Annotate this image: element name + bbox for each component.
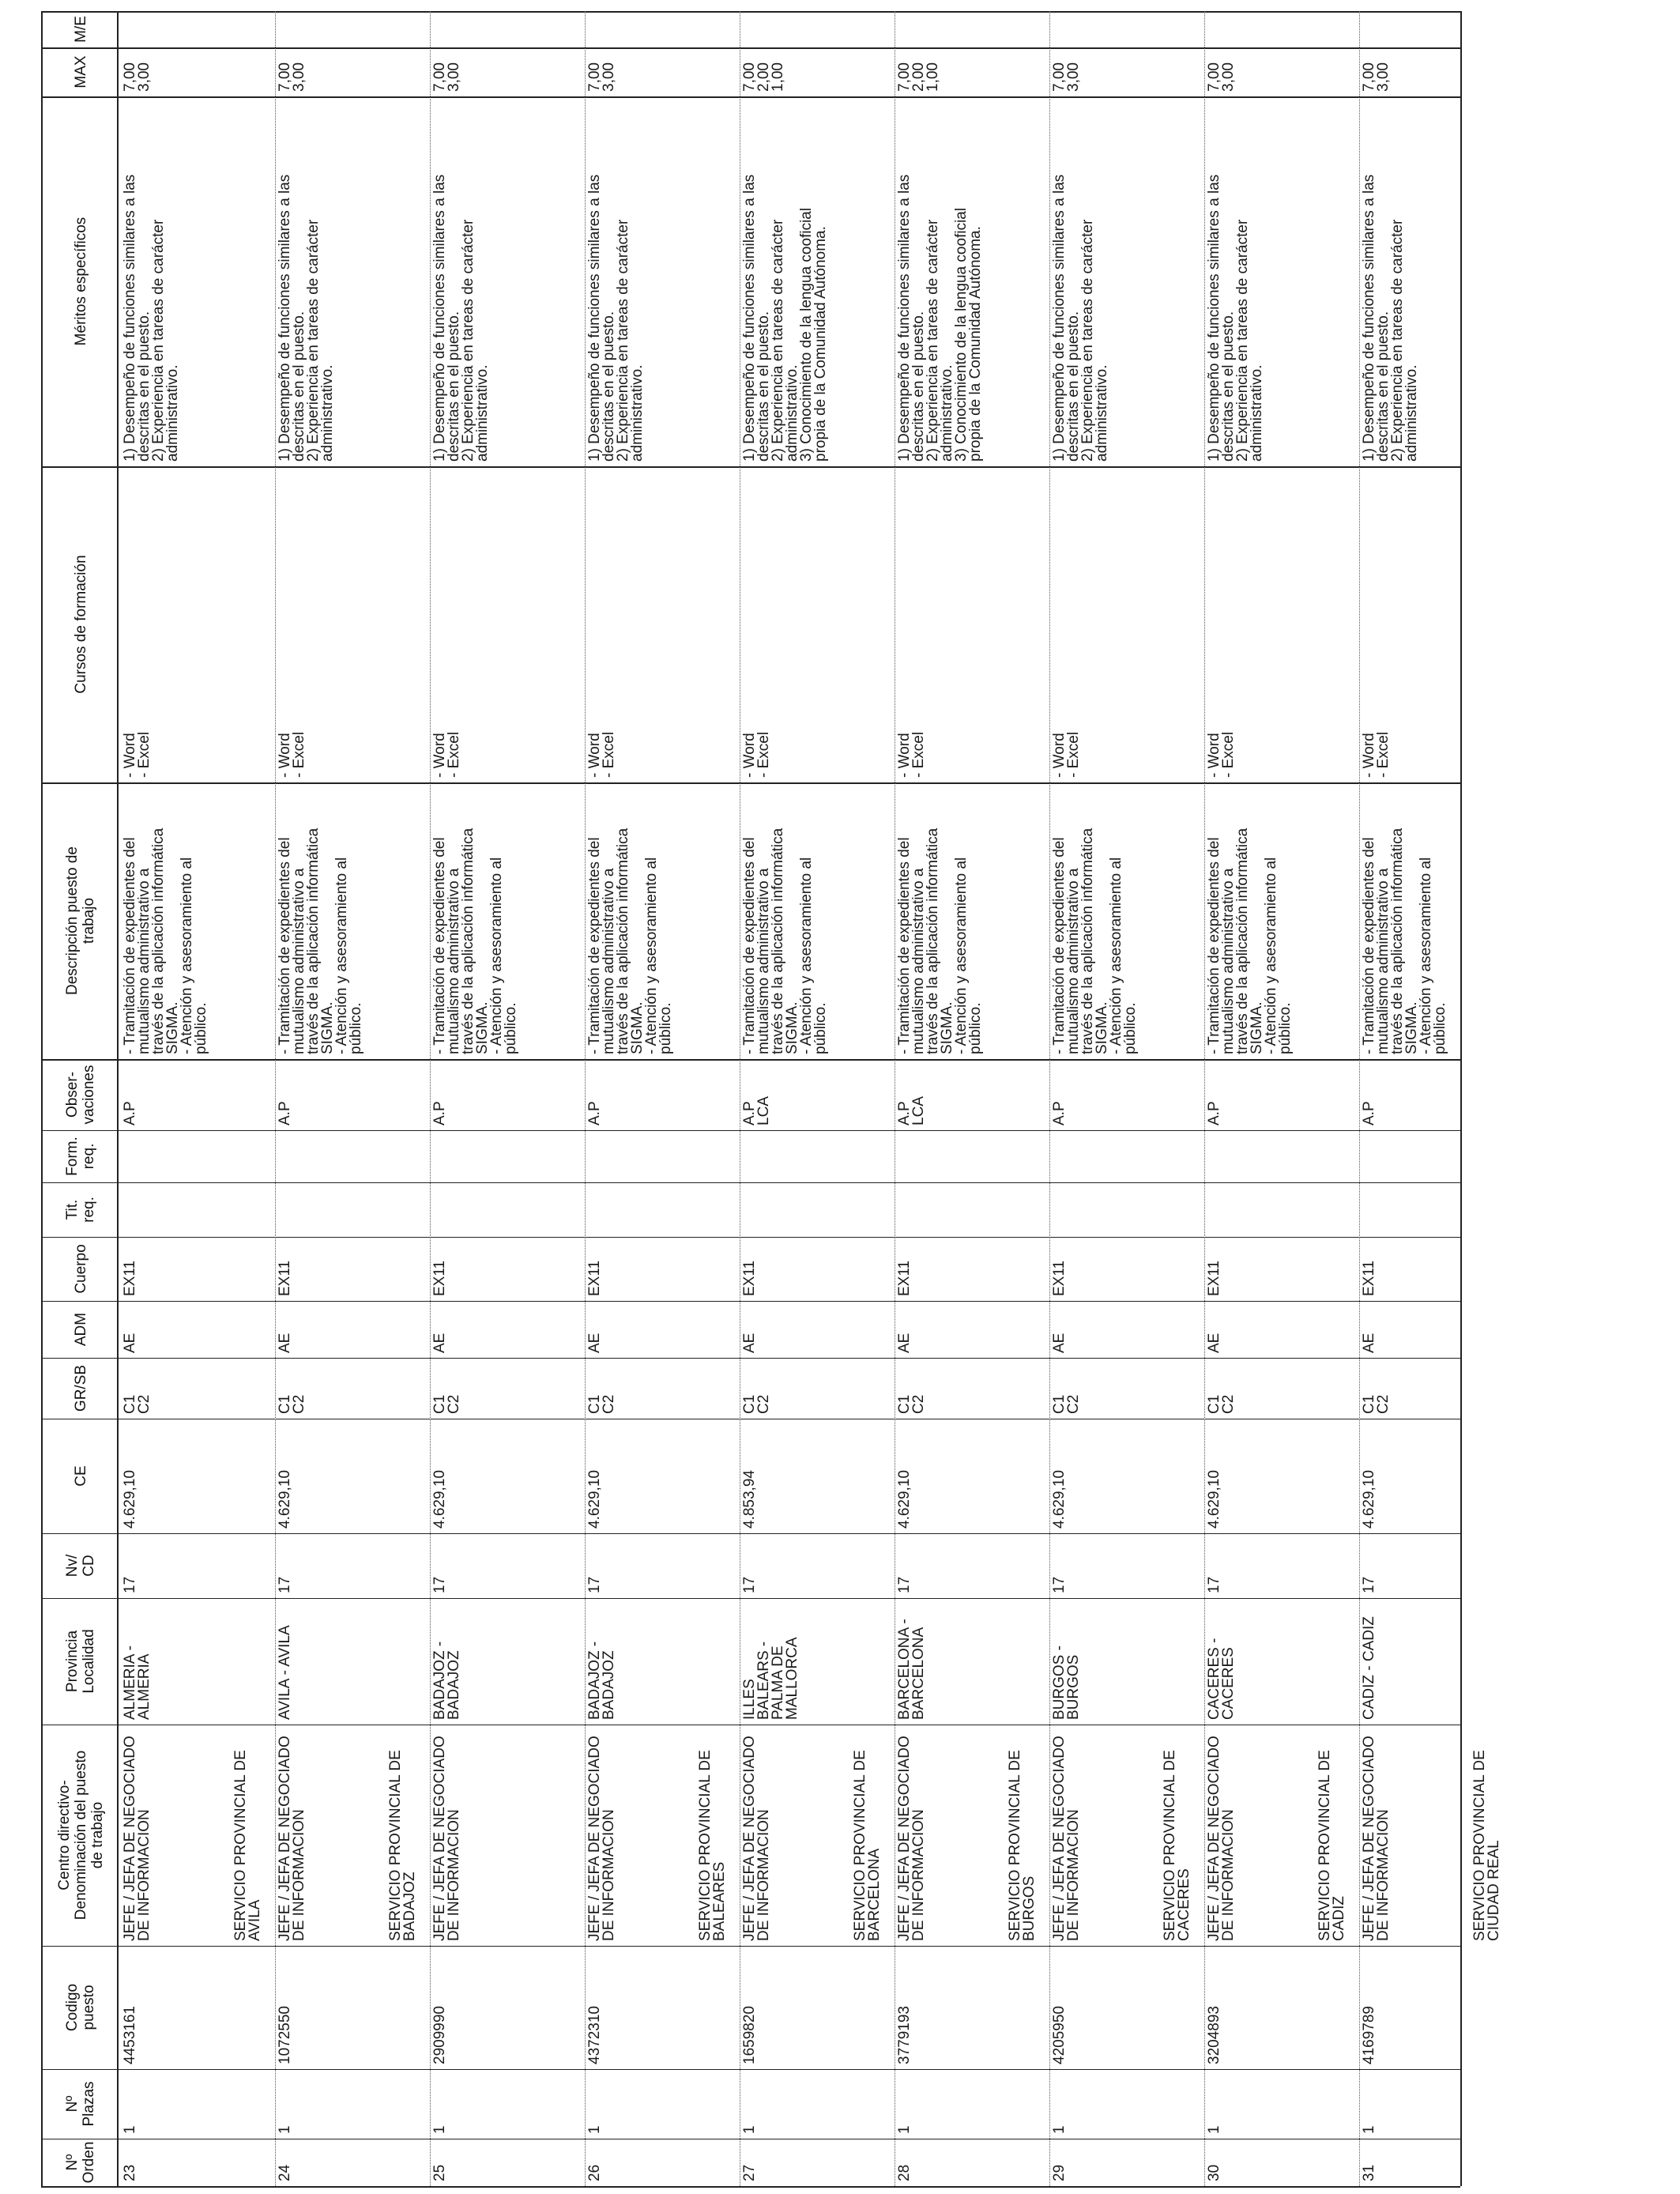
cell-adm: AE [1051, 1333, 1068, 1353]
cell-cuerpo: EX11 [1206, 1260, 1222, 1296]
cell-plazas: 1 [1051, 2125, 1068, 2134]
cell-ce: 4.629,10 [277, 1470, 293, 1529]
cell-meritos: 1) Desempeño de funciones similares a las descritas en el puesto. 2) Experiencia en tareas de carácter administrativo. [1206, 174, 1265, 462]
row-separator [1204, 11, 1205, 2186]
cell-descripcion: - Tramitación de expedientes del mutualismo administrativo a través de la aplicación informática SIGMA. - Atención y asesoramiento al público. [1361, 827, 1448, 1054]
cell-centro: JEFE / JEFA DE NEGOCIADO DE INFORMACION [1206, 1736, 1237, 1941]
header-cursos: Cursos de formación [72, 555, 89, 694]
header-max: MAX [72, 55, 89, 89]
column-rule [41, 466, 1460, 468]
cell-nivel: 17 [1051, 1576, 1068, 1593]
cell-centro: JEFE / JEFA DE NEGOCIADO DE INFORMACION [1361, 1736, 1392, 1941]
row-separator [1359, 11, 1360, 2186]
cell-codigo: 3779193 [896, 2006, 913, 2064]
frame-rule [41, 11, 43, 2186]
column-rule [41, 96, 1460, 98]
column-rule [41, 1358, 1460, 1359]
header-cuerpo: Cuerpo [72, 1244, 89, 1294]
column-rule [41, 1533, 1460, 1534]
cell-ce: 4.629,10 [1051, 1470, 1068, 1529]
column-rule [41, 1059, 1460, 1061]
cell-meritos: 1) Desempeño de funciones similares a las descritas en el puesto. 2) Experiencia en tareas de carácter administrativo. 3) Conocimiento de la lengua cooficial propia de la Comunidad Autónoma. [741, 174, 829, 462]
cell-max: 7,00 3,00 [122, 62, 153, 92]
cell-max: 7,00 2,00 1,00 [896, 62, 941, 92]
column-rule [41, 1237, 1460, 1238]
cell-cuerpo: EX11 [1361, 1260, 1377, 1296]
cell-cursos: - Word - Excel [896, 731, 927, 778]
cell-grupo: C1 C2 [1361, 1394, 1392, 1414]
cell-meritos: 1) Desempeño de funciones similares a las descritas en el puesto. 2) Experiencia en tareas de carácter administrativo. 3) Conocimiento de la lengua cooficial propia de la Comunidad Autónoma. [896, 174, 984, 462]
cell-adm: AE [122, 1333, 138, 1353]
header-adm: ADM [72, 1312, 89, 1347]
cell-grupo: C1 C2 [1206, 1394, 1237, 1414]
cell-ce: 4.629,10 [896, 1470, 913, 1529]
cell-cuerpo: EX11 [431, 1260, 448, 1296]
cell-observaciones: A.P [277, 1101, 293, 1125]
cell-grupo: C1 C2 [122, 1394, 153, 1414]
header-centro: Centro directivo- Denominación del puesto de trabajo [55, 1750, 106, 1921]
cell-servicio: SERVICIO PROVINCIAL DE CIUDAD REAL [1471, 1750, 1502, 1941]
cell-grupo: C1 C2 [1051, 1394, 1082, 1414]
cell-grupo: C1 C2 [586, 1394, 617, 1414]
cell-meritos: 1) Desempeño de funciones similares a las descritas en el puesto. 2) Experiencia en tareas de carácter administrativo. [122, 174, 181, 462]
cell-centro: JEFE / JEFA DE NEGOCIADO DE INFORMACION [896, 1736, 927, 1941]
cell-nivel: 17 [277, 1576, 293, 1593]
header-grupo: GR/SB [72, 1364, 89, 1412]
header-codigo: Codigo puesto [64, 1983, 97, 2032]
cell-max: 7,00 3,00 [586, 62, 617, 92]
cell-observaciones: A.P LCA [741, 1096, 772, 1125]
cell-grupo: C1 C2 [431, 1394, 462, 1414]
cell-observaciones: A.P [1206, 1101, 1222, 1125]
cell-cursos: - Word - Excel [122, 731, 153, 778]
cell-orden: 29 [1051, 2164, 1068, 2181]
header-nivel: Nv/ CD [64, 1554, 97, 1578]
cell-ce: 4.629,10 [431, 1470, 448, 1529]
cell-ce: 4.629,10 [1361, 1470, 1377, 1529]
cell-observaciones: A.P [586, 1101, 603, 1125]
cell-cursos: - Word - Excel [1361, 731, 1392, 778]
column-rule [41, 1598, 1460, 1599]
cell-nivel: 17 [741, 1576, 758, 1593]
cell-provincia: ALMERIA - ALMERIA [122, 1646, 153, 1720]
cell-centro: JEFE / JEFA DE NEGOCIADO DE INFORMACION [741, 1736, 772, 1941]
column-rule [41, 1130, 1460, 1131]
cell-provincia: BADAJOZ - BADAJOZ [431, 1641, 462, 1720]
header-provincia: Provincia Localidad [64, 1629, 97, 1694]
cell-descripcion: - Tramitación de expedientes del mutualismo administrativo a través de la aplicación informática SIGMA. - Atención y asesoramiento al público. [1051, 827, 1139, 1054]
cell-codigo: 1072550 [277, 2006, 293, 2064]
cell-grupo: C1 C2 [896, 1394, 927, 1414]
cell-orden: 27 [741, 2164, 758, 2181]
cell-ce: 4.629,10 [586, 1470, 603, 1529]
cell-plazas: 1 [741, 2125, 758, 2134]
cell-codigo: 2909990 [431, 2006, 448, 2064]
cell-cursos: - Word - Excel [741, 731, 772, 778]
cell-provincia: BARCELONA - BARCELONA [896, 1619, 927, 1720]
cell-max: 7,00 2,00 1,00 [741, 62, 786, 92]
cell-nivel: 17 [1206, 1576, 1222, 1593]
header-orden: Nº Orden [64, 2141, 97, 2184]
cell-plazas: 1 [277, 2125, 293, 2134]
cell-meritos: 1) Desempeño de funciones similares a las descritas en el puesto. 2) Experiencia en tareas de carácter administrativo. [277, 174, 336, 462]
cell-grupo: C1 C2 [741, 1394, 772, 1414]
cell-cuerpo: EX11 [896, 1260, 913, 1296]
cell-cuerpo: EX11 [741, 1260, 758, 1296]
cell-centro: JEFE / JEFA DE NEGOCIADO DE INFORMACION [122, 1736, 153, 1941]
cell-max: 7,00 3,00 [277, 62, 307, 92]
row-separator [1049, 11, 1050, 2186]
row-separator [430, 11, 431, 2186]
cell-cursos: - Word - Excel [586, 731, 617, 778]
cell-provincia: AVILA - AVILA [277, 1625, 293, 1720]
cell-descripcion: - Tramitación de expedientes del mutualismo administrativo a través de la aplicación informática SIGMA. - Atención y asesoramiento al público. [277, 827, 364, 1054]
cell-centro: JEFE / JEFA DE NEGOCIADO DE INFORMACION [1051, 1736, 1082, 1941]
cell-codigo: 1659820 [741, 2006, 758, 2064]
header-descripcion: Descripción puesto de trabajo [64, 846, 97, 995]
cell-descripcion: - Tramitación de expedientes del mutualismo administrativo a través de la aplicación informática SIGMA. - Atención y asesoramiento al público. [586, 827, 674, 1054]
cell-observaciones: A.P [122, 1101, 138, 1125]
header-observaciones: Obser- vaciones [64, 1065, 97, 1125]
cell-orden: 31 [1361, 2164, 1377, 2181]
cell-nivel: 17 [431, 1576, 448, 1593]
cell-servicio: SERVICIO PROVINCIAL DE BADAJOZ [387, 1750, 418, 1941]
header-formacion: Form. req. [64, 1137, 97, 1176]
cell-max: 7,00 3,00 [431, 62, 462, 92]
cell-plazas: 1 [586, 2125, 603, 2134]
cell-servicio: SERVICIO PROVINCIAL DE CADIZ [1317, 1750, 1347, 1941]
cell-orden: 24 [277, 2164, 293, 2181]
cell-max: 7,00 3,00 [1051, 62, 1082, 92]
cell-cursos: - Word - Excel [277, 731, 307, 778]
cell-plazas: 1 [896, 2125, 913, 2134]
cell-descripcion: - Tramitación de expedientes del mutualismo administrativo a través de la aplicación informática SIGMA. - Atención y asesoramiento al público. [896, 827, 984, 1054]
cell-centro: JEFE / JEFA DE NEGOCIADO DE INFORMACION [277, 1736, 307, 1941]
cell-cuerpo: EX11 [122, 1260, 138, 1296]
cell-cuerpo: EX11 [586, 1260, 603, 1296]
cell-codigo: 4169789 [1361, 2006, 1377, 2064]
cell-adm: AE [1361, 1333, 1377, 1353]
cell-centro: JEFE / JEFA DE NEGOCIADO DE INFORMACION [586, 1736, 617, 1941]
cell-provincia: BADAJOZ - BADAJOZ [586, 1641, 617, 1720]
cell-descripcion: - Tramitación de expedientes del mutualismo administrativo a través de la aplicación informática SIGMA. - Atención y asesoramiento al público. [122, 827, 209, 1054]
cell-observaciones: A.P LCA [896, 1096, 927, 1125]
cell-orden: 26 [586, 2164, 603, 2181]
cell-codigo: 4205950 [1051, 2006, 1068, 2064]
cell-meritos: 1) Desempeño de funciones similares a las descritas en el puesto. 2) Experiencia en tareas de carácter administrativo. [1051, 174, 1110, 462]
column-rule [41, 1946, 1460, 1947]
header-ce: CE [72, 1465, 89, 1487]
header-plazas: Nº Plazas [64, 2081, 97, 2127]
cell-max: 7,00 3,00 [1206, 62, 1237, 92]
cell-orden: 30 [1206, 2164, 1222, 2181]
cell-provincia: CACERES - CACERES [1206, 1638, 1237, 1720]
cell-cursos: - Word - Excel [1206, 731, 1237, 778]
cell-nivel: 17 [896, 1576, 913, 1593]
cell-codigo: 4453161 [122, 2006, 138, 2064]
cell-descripcion: - Tramitación de expedientes del mutualismo administrativo a través de la aplicación informática SIGMA. - Atención y asesoramiento al público. [431, 827, 519, 1054]
cell-meritos: 1) Desempeño de funciones similares a las descritas en el puesto. 2) Experiencia en tareas de carácter administrativo. [431, 174, 491, 462]
column-rule [41, 1182, 1460, 1183]
cell-servicio: SERVICIO PROVINCIAL DE AVILA [232, 1750, 263, 1941]
cell-plazas: 1 [1361, 2125, 1377, 2134]
cell-nivel: 17 [122, 1576, 138, 1593]
cell-observaciones: A.P [1051, 1101, 1068, 1125]
header-meritos: Méritos específicos [72, 217, 89, 346]
column-rule [41, 2069, 1460, 2070]
cell-plazas: 1 [122, 2125, 138, 2134]
cell-observaciones: A.P [431, 1101, 448, 1125]
cell-provincia: BURGOS - BURGOS [1051, 1646, 1082, 1720]
cell-cuerpo: EX11 [277, 1260, 293, 1296]
cell-descripcion: - Tramitación de expedientes del mutualismo administrativo a través de la aplicación informática SIGMA. - Atención y asesoramiento al público. [741, 827, 829, 1054]
cell-orden: 25 [431, 2164, 448, 2181]
row-separator [275, 11, 276, 2186]
column-rule [41, 47, 1460, 49]
column-rule [41, 11, 1460, 13]
cell-grupo: C1 C2 [277, 1394, 307, 1414]
cell-codigo: 3204893 [1206, 2006, 1222, 2064]
cell-observaciones: A.P [1361, 1101, 1377, 1125]
cell-meritos: 1) Desempeño de funciones similares a las descritas en el puesto. 2) Experiencia en tareas de carácter administrativo. [586, 174, 646, 462]
cell-plazas: 1 [1206, 2125, 1222, 2134]
column-rule [41, 2186, 1460, 2188]
header-rule [117, 11, 119, 2186]
cell-provincia: ILLES BALEARS - PALMA DE MALLORCA [741, 1637, 800, 1720]
cell-adm: AE [277, 1333, 293, 1353]
header-titulacion: Tit. req. [64, 1197, 97, 1223]
column-rule [41, 1301, 1460, 1302]
cell-cuerpo: EX11 [1051, 1260, 1068, 1296]
cell-nivel: 17 [586, 1576, 603, 1593]
header-me: M/E [72, 16, 89, 43]
cell-plazas: 1 [431, 2125, 448, 2134]
cell-meritos: 1) Desempeño de funciones similares a las descritas en el puesto. 2) Experiencia en tareas de carácter administrativo. [1361, 174, 1420, 462]
cell-servicio: SERVICIO PROVINCIAL DE BARCELONA [852, 1750, 883, 1941]
cell-orden: 23 [122, 2164, 138, 2181]
cell-adm: AE [896, 1333, 913, 1353]
cell-ce: 4.853,94 [741, 1470, 758, 1529]
cell-cursos: - Word - Excel [1051, 731, 1082, 778]
cell-orden: 28 [896, 2164, 913, 2181]
row-separator [585, 11, 586, 2186]
cell-nivel: 17 [1361, 1576, 1377, 1593]
cell-max: 7,00 3,00 [1361, 62, 1392, 92]
cell-servicio: SERVICIO PROVINCIAL DE BALEARES [697, 1750, 728, 1941]
cell-adm: AE [1206, 1333, 1222, 1353]
cell-cursos: - Word - Excel [431, 731, 462, 778]
cell-descripcion: - Tramitación de expedientes del mutualismo administrativo a través de la aplicación informática SIGMA. - Atención y asesoramiento al público. [1206, 827, 1294, 1054]
cell-adm: AE [586, 1333, 603, 1353]
cell-ce: 4.629,10 [1206, 1470, 1222, 1529]
cell-codigo: 4372310 [586, 2006, 603, 2064]
cell-adm: AE [431, 1333, 448, 1353]
frame-rule [1460, 11, 1462, 2186]
cell-servicio: SERVICIO PROVINCIAL DE CACERES [1162, 1750, 1192, 1941]
cell-centro: JEFE / JEFA DE NEGOCIADO DE INFORMACION [431, 1736, 462, 1941]
cell-provincia: CADIZ - CADIZ [1361, 1616, 1377, 1720]
column-rule [41, 782, 1460, 784]
cell-servicio: SERVICIO PROVINCIAL DE BURGOS [1007, 1750, 1038, 1941]
cell-adm: AE [741, 1333, 758, 1353]
cell-ce: 4.629,10 [122, 1470, 138, 1529]
